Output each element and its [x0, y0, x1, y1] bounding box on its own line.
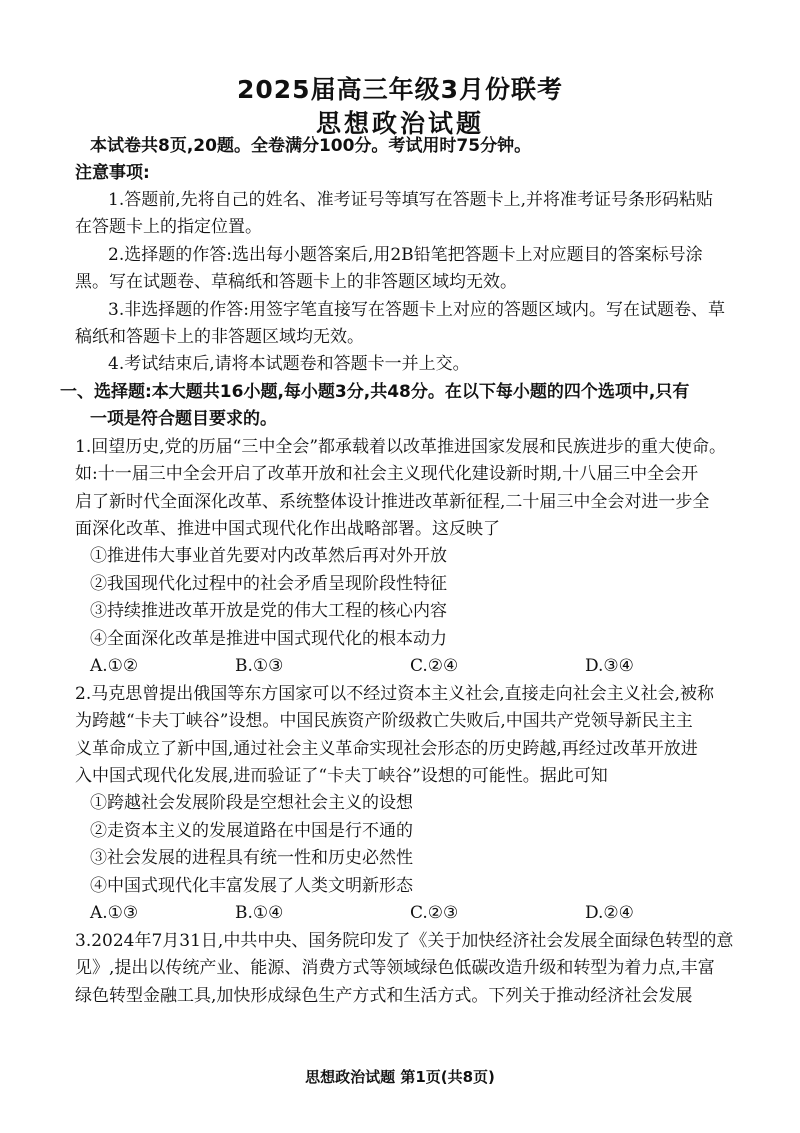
question-1-statement: ③持续推进改革开放是党的伟大工程的核心内容	[90, 601, 447, 621]
section-heading: 一、选择题:本大题共16小题,每小题3分,共48分。在以下每小题的四个选项中,只有	[60, 382, 690, 402]
question-2-stem: 入中国式现代化发展,进而验证了“卡夫丁峡谷”设想的可能性。据此可知	[75, 766, 608, 786]
question-2-stem: 义革命成立了新中国,通过社会主义革命实现社会形态的历史跨越,再经过改革开放进	[75, 739, 698, 759]
question-3-stem: 3.2024年7月31日,中共中央、国务院印发了《关于加快经济社会发展全面绿色转型的意	[75, 931, 734, 951]
question-2-statement: ④中国式现代化丰富发展了人类文明新形态	[90, 876, 413, 896]
question-2-statement: ③社会发展的进程具有统一性和历史必然性	[90, 848, 413, 868]
question-1-stem: 面深化改革、推进中国式现代化作出战略部署。这反映了	[75, 519, 500, 539]
notice-line: 3.非选择题的作答:用签字笔直接写在答题卡上对应的答题区域内。写在试题卷、草	[108, 300, 725, 320]
question-2-statement: ②走资本主义的发展道路在中国是行不通的	[90, 821, 413, 841]
question-2-option-d[interactable]: D.②④	[585, 903, 634, 923]
notice-line: 稿纸和答题卡上的非答题区域均无效。	[75, 327, 364, 347]
question-2-stem: 为跨越“卡夫丁峡谷”设想。中国民族资产阶级救亡失败后,中国共产党领导新民主主	[75, 711, 693, 731]
question-1-statement: ④全面深化改革是推进中国式现代化的根本动力	[90, 629, 447, 649]
question-1-statement: ①推进伟大事业首先要对内改革然后再对外开放	[90, 546, 447, 566]
notice-heading: 注意事项:	[75, 163, 150, 183]
question-2-statement: ①跨越社会发展阶段是空想社会主义的设想	[90, 793, 413, 813]
question-1-stem: 1.回望历史,党的历届“三中全会”都承载着以改革推进国家发展和民族进步的重大使命。	[75, 437, 727, 457]
exam-subject-title: 思想政治试题	[315, 109, 484, 138]
question-1-option-b[interactable]: B.①③	[235, 656, 284, 676]
notice-line: 1.答题前,先将自己的姓名、准考证号等填写在答题卡上,并将准考证号条形码粘贴	[108, 190, 714, 210]
question-1-statement: ②我国现代化过程中的社会矛盾呈现阶段性特征	[90, 574, 447, 594]
question-1-option-c[interactable]: C.②④	[410, 656, 459, 676]
exam-title: 2025届高三年级3月份联考	[237, 75, 563, 104]
question-2-option-c[interactable]: C.②③	[410, 903, 459, 923]
question-2-option-b[interactable]: B.①④	[235, 903, 284, 923]
notice-line: 4.考试结束后,请将本试题卷和答题卡一并上交。	[108, 354, 470, 374]
question-1-stem: 启了新时代全面深化改革、系统整体设计推进改革新征程,二十届三中全会对进一步全	[75, 492, 710, 512]
notice-line: 黑。写在试题卷、草稿纸和答题卡上的非答题区域均无效。	[75, 272, 517, 292]
page-footer: 思想政治试题 第1页(共8页)	[305, 1068, 495, 1086]
question-1-option-a[interactable]: A.①②	[90, 656, 139, 676]
question-2-stem: 2.马克思曾提出俄国等东方国家可以不经过资本主义社会,直接走向社会主义社会,被称	[75, 684, 715, 704]
exam-intro: 本试卷共8页,20题。全卷满分100分。考试用时75分钟。	[90, 136, 532, 156]
question-1-option-d[interactable]: D.③④	[585, 656, 634, 676]
question-1-stem: 如:十一届三中全会开启了改革开放和社会主义现代化建设新时期,十八届三中全会开	[75, 464, 699, 484]
notice-line: 2.选择题的作答:选出每小题答案后,用2B铅笔把答题卡上对应题目的答案标号涂	[108, 245, 703, 265]
question-3-stem: 见》,提出以传统产业、能源、消费方式等领域绿色低碳改造升级和转型为着力点,丰富	[75, 958, 715, 978]
notice-line: 在答题卡上的指定位置。	[75, 217, 262, 237]
section-heading-cont: 一项是符合题目要求的。	[90, 409, 277, 429]
question-2-option-a[interactable]: A.①③	[90, 903, 139, 923]
question-3-stem: 绿色转型金融工具,加快形成绿色生产方式和生活方式。下列关于推动经济社会发展	[75, 986, 693, 1006]
